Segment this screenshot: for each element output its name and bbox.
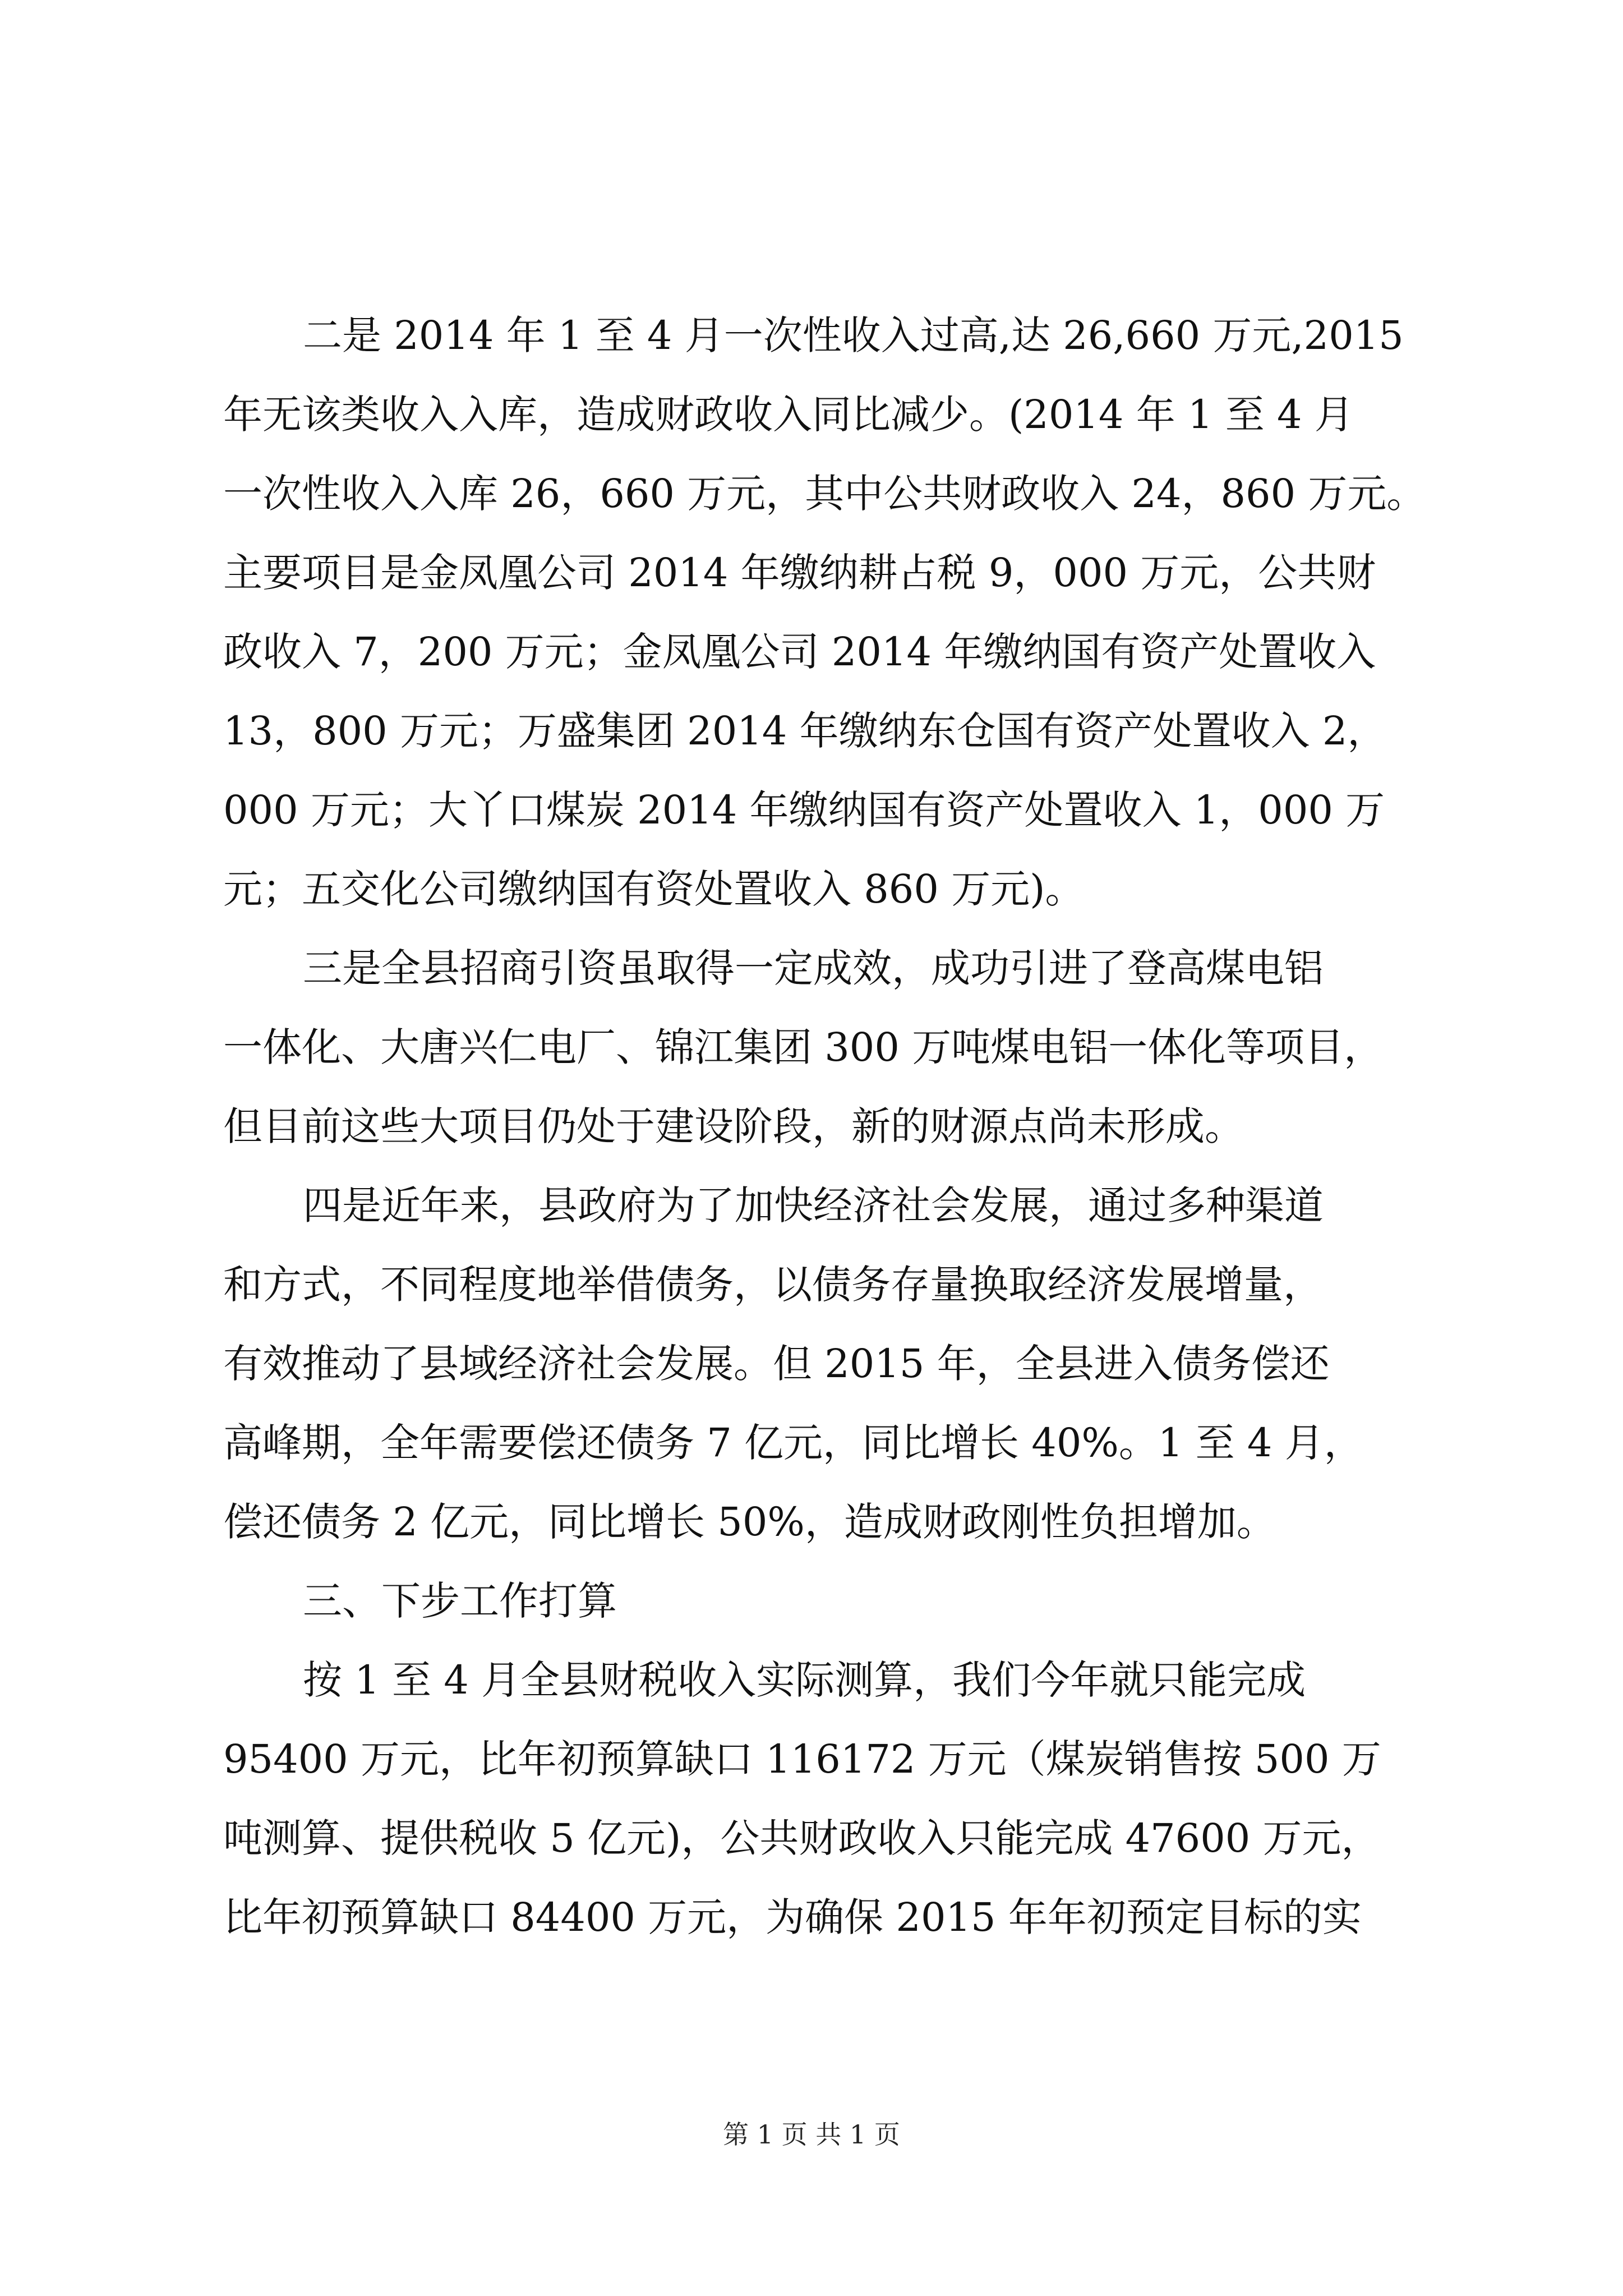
text-line: 比年初预算缺口 84400 万元，为确保 2015 年年初预定目标的实 bbox=[223, 1894, 1362, 1940]
text-line: 偿还债务 2 亿元，同比增长 50%，造成财政刚性负担增加。 bbox=[223, 1499, 1276, 1545]
text-line: 有效推动了县域经济社会发展。但 2015 年，全县进入债务偿还 bbox=[223, 1341, 1330, 1387]
document-body bbox=[223, 296, 1426, 1957]
text-line: 按 1 至 4 月全县财税收入实际测算，我们今年就只能完成 bbox=[303, 1657, 1306, 1703]
text-line: 但目前这些大项目仍处于建设阶段，新的财源点尚未形成。 bbox=[223, 1103, 1244, 1149]
text-line: 一体化、大唐兴仁电厂、锦江集团 300 万吨煤电铝一体化等项目， bbox=[223, 1024, 1384, 1070]
page-footer: 第 1 页 共 1 页 bbox=[723, 2119, 900, 2150]
text-line: 和方式，不同程度地举借债务，以债务存量换取经济发展增量， bbox=[223, 1262, 1322, 1308]
text-line: 13，800 万元；万盛集团 2014 年缴纳东仓国有资产处置收入 2， bbox=[223, 708, 1387, 754]
text-line: 元；五交化公司缴纳国有资处置收入 860 万元)。 bbox=[223, 866, 1085, 912]
section-heading: 三、下步工作打算 bbox=[303, 1578, 617, 1624]
text-line: 二是 2014 年 1 至 4 月一次性收入过高,达 26,660 万元,2015 bbox=[303, 312, 1404, 358]
text-line: 政收入 7，200 万元；金凤凰公司 2014 年缴纳国有资产处置收入 bbox=[223, 629, 1376, 675]
text-line: 000 万元；大丫口煤炭 2014 年缴纳国有资产处置收入 1，000 万 bbox=[223, 787, 1385, 833]
text-line: 主要项目是金凤凰公司 2014 年缴纳耕占税 9，000 万元，公共财 bbox=[223, 550, 1376, 596]
text-line: 一次性收入入库 26，660 万元，其中公共财政收入 24，860 万元。 bbox=[223, 471, 1426, 517]
text-line: 四是近年来，县政府为了加快经济社会发展，通过多种渠道 bbox=[303, 1182, 1324, 1228]
text-line: 吨测算、提供税收 5 亿元)，公共财政收入只能完成 47600 万元， bbox=[223, 1815, 1381, 1861]
text-line: 95400 万元，比年初预算缺口 116172 万元（煤炭销售按 500 万 bbox=[223, 1736, 1381, 1782]
text-line: 年无该类收入入库，造成财政收入同比减少。(2014 年 1 至 4 月 bbox=[223, 392, 1354, 438]
text-line: 高峰期，全年需要偿还债务 7 亿元，同比增长 40%。1 至 4 月， bbox=[223, 1420, 1363, 1466]
text-line: 三是全县招商引资虽取得一定成效，成功引进了登高煤电铝 bbox=[303, 945, 1324, 991]
